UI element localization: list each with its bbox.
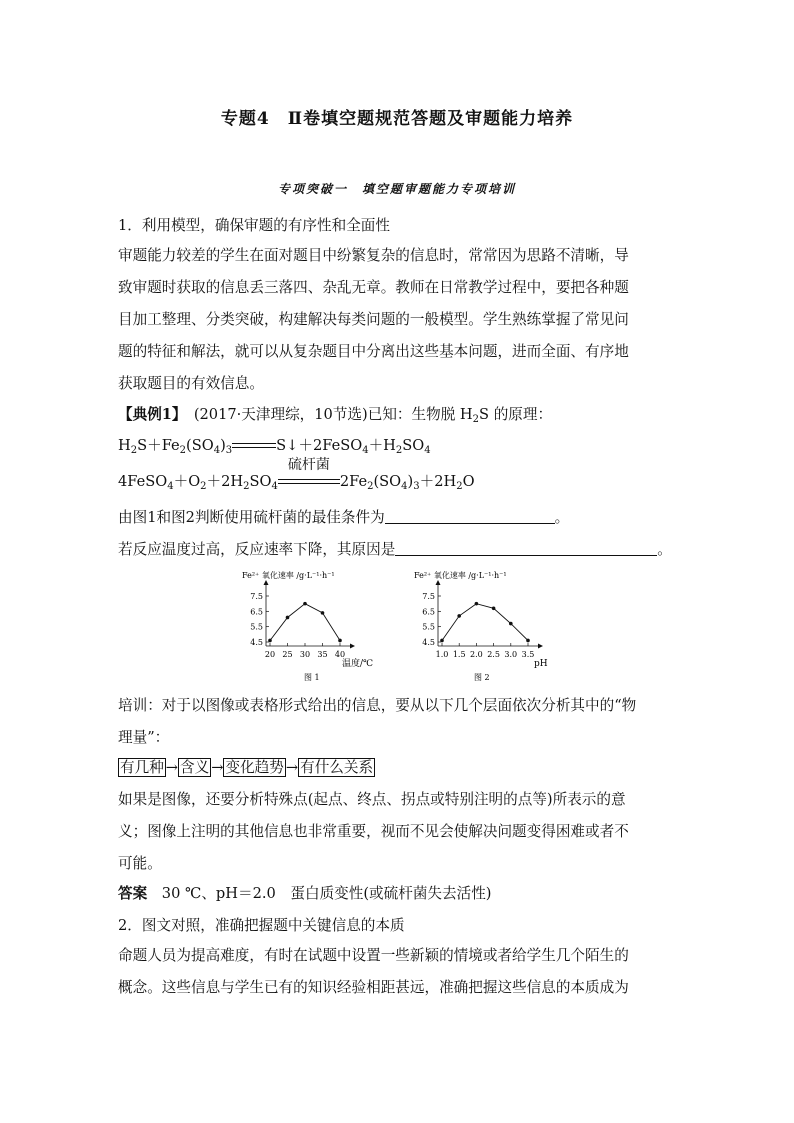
equation-1: $H_2S+Fe_2(SO_4)_3$ $S↓+2FeSO_4+H_2SO_4$: [118, 437, 431, 456]
series-line: [442, 604, 528, 641]
sec2-heading: 2．图文对照，准确把握题中关键信息的本质: [118, 917, 405, 934]
y-tick-label: 4.5: [250, 638, 263, 647]
training-line: 培训：对于以图像或表格形式给出的信息，要从以下几个层面依次分析其中的“物: [118, 697, 637, 714]
x-axis-arrow: [538, 644, 543, 649]
equals-sign: [232, 439, 276, 453]
section-subtitle: 专项突破一 填空题审题能力专项培训: [277, 182, 516, 196]
x-tick-label: 1.5: [452, 650, 466, 659]
data-point: [492, 606, 496, 610]
y-axis-arrow: [264, 580, 269, 585]
data-point: [440, 639, 444, 643]
equation-2: $4FeSO_4+O_2+2H_2SO_4$ 硫杆菌 $2Fe_2(SO_4)_3+2H_2O$: [118, 457, 475, 492]
sec1-paragraph-line: 审题能力较差的学生在面对题目中纷繁复杂的信息时，常常因为思路不清晰，导: [118, 247, 629, 264]
chart-title: 图 2: [474, 673, 490, 682]
sec2-paragraph-line: 概念。这些信息与学生已有的知识经验相距甚远，准确把握这些信息的本质成为: [118, 979, 629, 996]
series-line: [270, 604, 340, 641]
x-tick-label: 1.0: [435, 650, 449, 659]
chart-xlabel: 温度/℃: [342, 659, 374, 669]
answer-label: 答案: [118, 885, 148, 902]
chart-title: 图 1: [304, 673, 320, 682]
answer-line: [118, 884, 492, 904]
y-tick-label: 4.5: [422, 638, 435, 647]
question-1: 由图1和图2判断使用硫杆菌的最佳条件为 。: [118, 509, 570, 526]
step-box: 变化趋势: [225, 759, 284, 776]
answer-blank-2[interactable]: [395, 541, 657, 556]
data-point: [509, 622, 513, 626]
graph-note-line: 可能。: [118, 855, 162, 872]
sec1-paragraph-line: 目加工整理、分类突破，构建解决每类问题的一般模型。学生熟练掌握了常见问: [118, 311, 629, 328]
data-point: [526, 639, 530, 643]
y-tick-label: 7.5: [250, 592, 263, 601]
chart-ylabel: Fe²⁺ 氧化速率 /g·L⁻¹·h⁻¹: [242, 571, 335, 580]
sec1-paragraph-line: 获取题目的有效信息。: [118, 375, 264, 392]
example-source: (2017·天津理综，10节选)已知：生物脱: [179, 406, 456, 423]
step-box: 含义: [180, 759, 210, 776]
data-point: [475, 602, 479, 606]
answer-blank-1[interactable]: [385, 509, 555, 524]
step-box: 有几种: [120, 759, 164, 776]
y-tick-label: 6.5: [250, 607, 263, 617]
example-tag: 【典例1】: [118, 406, 180, 423]
y-tick-label: 5.5: [422, 622, 435, 632]
x-tick-label: 25: [282, 650, 293, 659]
data-point: [338, 639, 342, 643]
data-point: [321, 611, 325, 615]
data-point: [303, 602, 307, 606]
x-axis-arrow: [350, 644, 355, 649]
catalyst-equals-sign: [278, 457, 340, 489]
data-point: [457, 614, 461, 618]
chart-xlabel: pH: [534, 659, 548, 669]
x-tick-label: 3.0: [504, 650, 518, 659]
x-tick-label: 2.5: [487, 650, 500, 659]
example-intro: 【典例1】 (2017·天津理综，10节选)已知：生物脱 $H_2S$ 的原理：: [118, 406, 553, 425]
data-point: [268, 639, 272, 643]
x-tick-label: 30: [299, 650, 311, 659]
sec2-paragraph-line: 命题人员为提高难度，有时在试题中设置一些新颖的情境或者给学生几个陌生的: [118, 947, 629, 964]
y-tick-label: 6.5: [422, 607, 435, 617]
figure-1-chart: [236, 566, 386, 684]
sec1-paragraph-line: 题的特征和解法，就可以从复杂题目中分离出这些基本问题，进而全面、有序地: [118, 343, 629, 360]
data-point: [286, 616, 290, 620]
graph-note-line: 义；图像上注明的其他信息也非常重要，视而不见会使解决问题变得困难或者不: [118, 823, 629, 840]
x-tick-label: 2.0: [470, 650, 483, 659]
x-tick-label: 35: [317, 650, 328, 659]
sec1-heading: 1．利用模型，确保审题的有序性和全面性: [118, 217, 390, 234]
question-2: 若反应温度过高，反应速率下降，其原因是 。: [118, 541, 672, 558]
y-axis-arrow: [436, 580, 441, 585]
x-tick-label: 40: [334, 650, 346, 659]
y-tick-label: 5.5: [250, 622, 263, 632]
training-line: 理量”：: [118, 729, 170, 746]
answer-text: 30 ℃、pH＝2.0 蛋白质变性(或硫杆菌失去活性): [147, 885, 492, 902]
figure-2-chart: [408, 566, 558, 684]
x-tick-label: 20: [264, 650, 276, 659]
chart-ylabel: Fe²⁺ 氧化速率 /g·L⁻¹·h⁻¹: [414, 571, 507, 580]
page-title: 专题4 Ⅱ卷填空题规范答题及审题能力培养: [220, 109, 574, 129]
x-tick-label: 3.5: [521, 650, 535, 659]
graph-note-line: 如果是图像，还要分析特殊点(起点、终点、拐点或特别注明的点等)所表示的意: [118, 791, 626, 808]
analysis-steps: 有几种 → 含义 → 变化趋势 → 有什么关系: [120, 759, 374, 776]
catalyst-label: 硫杆菌: [287, 457, 330, 473]
step-box: 有什么关系: [300, 759, 374, 776]
y-tick-label: 7.5: [422, 592, 435, 601]
sec1-paragraph-line: 致审题时获取的信息丢三落四、杂乱无章。教师在日常教学过程中，要把各种题: [118, 279, 629, 296]
